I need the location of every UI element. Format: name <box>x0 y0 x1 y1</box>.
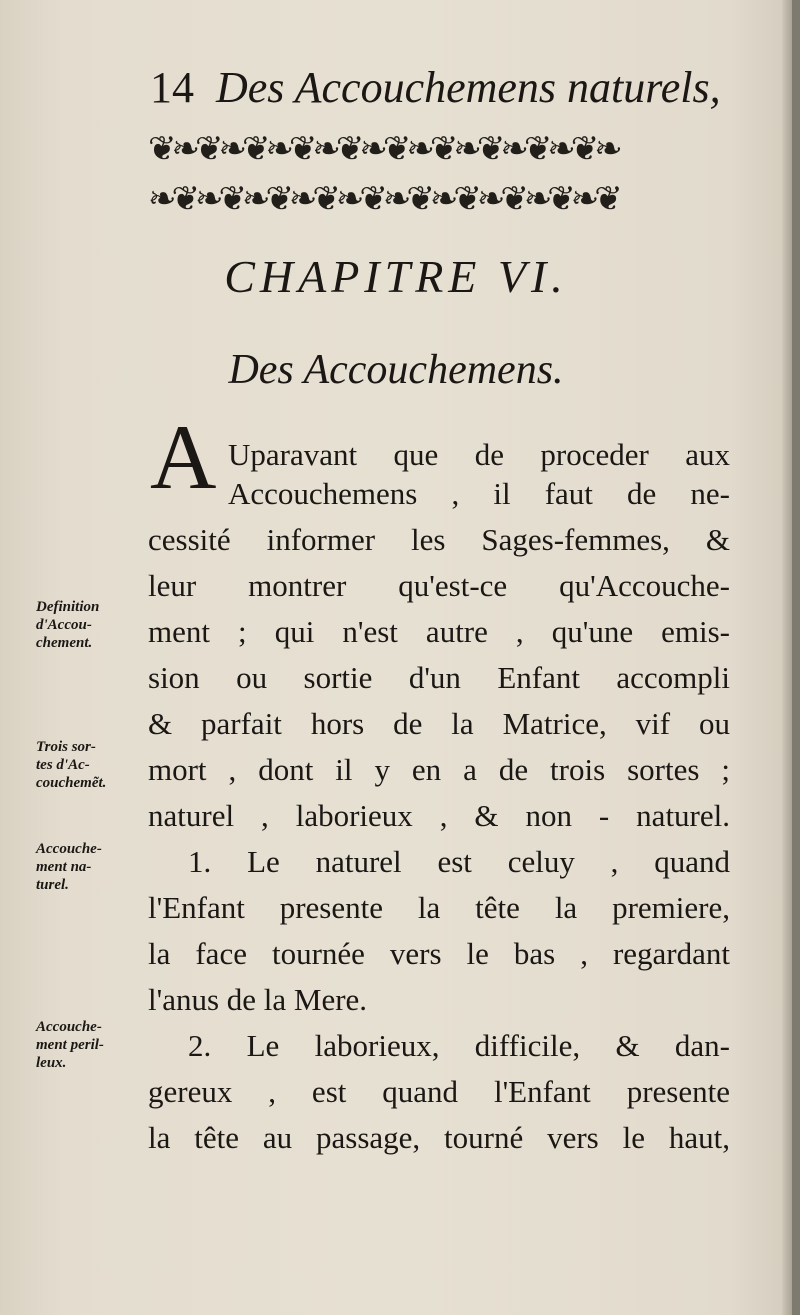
running-title: Des Accouchemens naturels, <box>216 63 721 112</box>
text-line: l'anus de la Mere. <box>148 982 368 1017</box>
text-line: naturel , laborieux , & non - naturel. <box>148 798 730 833</box>
text-line: ment ; qui n'est autre , qu'une emis- <box>148 614 730 649</box>
text-line: l'Enfant presente la tête la premiere, <box>148 890 730 925</box>
text-line: mort , dont il y en a de trois sortes ; <box>148 752 730 787</box>
text-line: 2. Le laborieux, difficile, & dan- <box>188 1028 730 1063</box>
ornamental-band-bottom: ❧❦❧❦❧❦❧❦❧❦❧❦❧❦❧❦❧❦❧❦ <box>148 179 618 219</box>
text-line: la tête au passage, tourné vers le haut, <box>148 1120 730 1155</box>
page-gutter-shadow <box>782 0 792 1315</box>
text-line: 1. Le naturel est celuy , quand <box>188 844 730 879</box>
text-line: cessité informer les Sages-femmes, & <box>148 522 730 557</box>
margin-note-line: tes d'Ac- <box>36 757 90 773</box>
text-line: leur montrer qu'est-ce qu'Accouche- <box>148 568 730 603</box>
margin-note-line: leux. <box>36 1055 67 1071</box>
margin-note-line: turel. <box>36 877 69 893</box>
margin-note-line: Trois sor- <box>36 739 96 755</box>
margin-note-perilous-birth <box>36 1018 146 1072</box>
drop-cap: A <box>150 406 217 508</box>
margin-note-line: d'Accou- <box>36 617 92 633</box>
running-header <box>150 58 750 118</box>
ornamental-band-top: ❦❧❦❧❦❧❦❧❦❧❦❧❦❧❦❧❦❧❦❧ <box>148 129 618 169</box>
text-line: sion ou sortie d'un Enfant accompli <box>148 660 730 695</box>
text-line: la face tournée vers le bas , regardant <box>148 936 730 971</box>
margin-note-definition <box>36 598 146 652</box>
page-number: 14 <box>150 63 194 112</box>
text-line: Uparavant que de proceder aux <box>228 437 730 472</box>
text-line: gereux , est quand l'Enfant presente <box>148 1074 730 1109</box>
margin-note-three-kinds <box>36 738 146 792</box>
margin-note-line: ment peril- <box>36 1037 104 1053</box>
margin-note-line: Accouche- <box>36 1019 102 1035</box>
chapter-title: CHAPITRE VI. <box>224 251 568 302</box>
margin-note-line: ment na- <box>36 859 92 875</box>
margin-note-line: Definition <box>36 599 100 615</box>
text-line: & parfait hors de la Matrice, vif ou <box>148 706 730 741</box>
margin-note-line: Accouche- <box>36 841 102 857</box>
margin-note-natural-birth <box>36 840 146 894</box>
margin-note-line: couchemẽt. <box>36 775 107 791</box>
margin-note-line: chement. <box>36 635 93 651</box>
text-line: Accouchemens , il faut de ne- <box>228 476 730 511</box>
chapter-subtitle: Des Accouchemens. <box>228 347 564 393</box>
